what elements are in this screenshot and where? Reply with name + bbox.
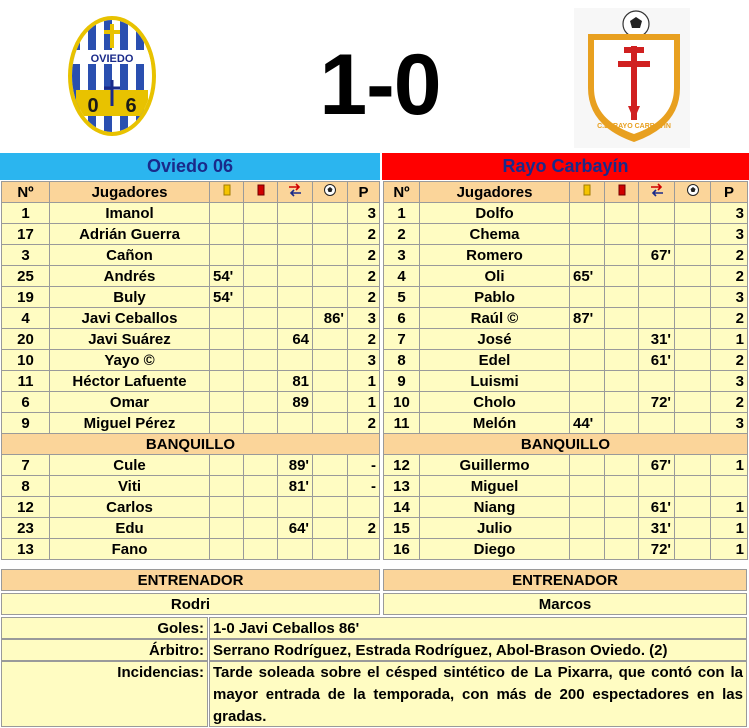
player-row (384, 245, 748, 266)
player-name: Héctor Lafuente (50, 371, 210, 392)
player-number: 10 (2, 350, 50, 371)
yellow-card-minute (570, 455, 605, 476)
yellow-card-minute (570, 371, 605, 392)
substitution-minute: 61' (639, 350, 675, 371)
red-card-minute (244, 497, 278, 518)
yellow-card-minute (570, 224, 605, 245)
player-points: 3 (711, 371, 748, 392)
yellow-card-minute: 65' (570, 266, 605, 287)
home-coach-label: ENTRENADOR (1, 569, 380, 591)
substitution-minute: 67' (639, 245, 675, 266)
player-number: 4 (2, 308, 50, 329)
player-points: 3 (711, 413, 748, 434)
red-card-minute (605, 224, 639, 245)
player-row (384, 476, 748, 497)
player-number: 13 (384, 476, 420, 497)
yellow-card-minute (570, 350, 605, 371)
player-name: Edel (420, 350, 570, 371)
yellow-card-icon (570, 182, 605, 203)
match-score: 1-0 (319, 37, 441, 133)
player-row (384, 392, 748, 413)
player-number: 13 (2, 539, 50, 560)
yellow-card-minute: 54' (210, 287, 244, 308)
red-card-minute (244, 224, 278, 245)
yellow-card-minute (210, 308, 244, 329)
player-name: Omar (50, 392, 210, 413)
player-name: Andrés (50, 266, 210, 287)
referee-label: Árbitro: (1, 639, 208, 661)
red-card-minute (244, 308, 278, 329)
red-card-minute (244, 245, 278, 266)
goal-minute: 86' (313, 308, 348, 329)
yellow-card-minute (210, 203, 244, 224)
goal-minute (313, 224, 348, 245)
red-card-minute (605, 287, 639, 308)
player-points: 3 (711, 203, 748, 224)
player-row (2, 245, 380, 266)
home-team-name: Oviedo 06 (0, 153, 380, 180)
yellow-card-minute: 44' (570, 413, 605, 434)
player-name: Buly (50, 287, 210, 308)
red-card-minute (605, 308, 639, 329)
red-card-minute (244, 203, 278, 224)
substitution-minute (278, 224, 313, 245)
goal-minute (675, 455, 711, 476)
red-card-minute (244, 287, 278, 308)
red-card-minute (605, 350, 639, 371)
player-points: 2 (348, 329, 380, 350)
substitution-minute (639, 413, 675, 434)
player-name: Imanol (50, 203, 210, 224)
away-coach-label: ENTRENADOR (383, 569, 747, 591)
yellow-card-minute (210, 476, 244, 497)
red-card-icon (605, 182, 639, 203)
player-points: 1 (711, 329, 748, 350)
yellow-card-minute (210, 497, 244, 518)
player-number: 20 (2, 329, 50, 350)
substitution-minute (639, 224, 675, 245)
red-card-minute (244, 476, 278, 497)
substitution-minute (639, 266, 675, 287)
crest-away-text: C.D. RAYO CARBAYIN (597, 123, 671, 130)
goal-minute (313, 203, 348, 224)
goal-minute (313, 329, 348, 350)
substitution-minute (639, 308, 675, 329)
substitution-minute: 31' (639, 329, 675, 350)
yellow-card-minute (570, 392, 605, 413)
goal-minute (313, 455, 348, 476)
goal-minute (313, 476, 348, 497)
goal-minute (313, 497, 348, 518)
player-row (384, 266, 748, 287)
player-name: Fano (50, 539, 210, 560)
goal-minute (675, 518, 711, 539)
player-name: Carlos (50, 497, 210, 518)
player-number: 7 (2, 455, 50, 476)
player-row (2, 497, 380, 518)
goal-minute (313, 413, 348, 434)
yellow-card-minute (210, 350, 244, 371)
player-row (384, 350, 748, 371)
player-name: Guillermo (420, 455, 570, 476)
yellow-card-minute: 87' (570, 308, 605, 329)
bench-label: BANQUILLO (2, 434, 380, 455)
player-points: 2 (711, 266, 748, 287)
goal-minute (313, 371, 348, 392)
player-row (2, 392, 380, 413)
player-name: Javi Suárez (50, 329, 210, 350)
player-row (2, 266, 380, 287)
substitution-minute (639, 287, 675, 308)
red-card-minute (244, 392, 278, 413)
player-name: Romero (420, 245, 570, 266)
player-points: 2 (348, 518, 380, 539)
red-card-minute (244, 518, 278, 539)
goal-minute (675, 245, 711, 266)
substitution-minute: 61' (639, 497, 675, 518)
red-card-minute (605, 266, 639, 287)
goal-minute (675, 287, 711, 308)
red-card-minute (605, 539, 639, 560)
player-points: 2 (711, 245, 748, 266)
player-number: 6 (2, 392, 50, 413)
substitution-minute: 81' (278, 476, 313, 497)
substitution-minute (278, 350, 313, 371)
goal-minute (675, 413, 711, 434)
red-card-minute (244, 539, 278, 560)
player-number: 9 (384, 371, 420, 392)
bench-header-row (2, 434, 380, 455)
yellow-card-minute (210, 371, 244, 392)
player-name: Luismi (420, 371, 570, 392)
player-number: 6 (384, 308, 420, 329)
col-points-header: P (348, 182, 380, 203)
player-points: 2 (711, 392, 748, 413)
yellow-card-minute (210, 455, 244, 476)
player-points (711, 476, 748, 497)
substitution-minute (278, 539, 313, 560)
goal-minute (313, 266, 348, 287)
player-number: 23 (2, 518, 50, 539)
goal-minute (675, 350, 711, 371)
substitution-minute (278, 287, 313, 308)
player-number: 11 (384, 413, 420, 434)
player-points: 1 (711, 455, 748, 476)
substitution-minute: 81 (278, 371, 313, 392)
player-points: - (348, 455, 380, 476)
goals-value: 1-0 Javi Ceballos 86' (209, 617, 747, 639)
player-number: 4 (384, 266, 420, 287)
player-points: 2 (711, 308, 748, 329)
player-points: 2 (348, 266, 380, 287)
player-number: 16 (384, 539, 420, 560)
col-number-header: Nº (384, 182, 420, 203)
player-name: Niang (420, 497, 570, 518)
yellow-card-icon (210, 182, 244, 203)
player-row (384, 539, 748, 560)
player-row (384, 224, 748, 245)
bench-header-row (384, 434, 748, 455)
player-points: 3 (711, 224, 748, 245)
player-number: 11 (2, 371, 50, 392)
goal-minute (675, 497, 711, 518)
substitution-minute (639, 371, 675, 392)
yellow-card-minute (570, 497, 605, 518)
player-points: 2 (348, 413, 380, 434)
player-points: - (348, 476, 380, 497)
oviedo-crest-logo (66, 14, 158, 138)
player-number: 1 (384, 203, 420, 224)
player-name: Pablo (420, 287, 570, 308)
yellow-card-minute (210, 539, 244, 560)
red-card-icon (244, 182, 278, 203)
red-card-minute (605, 497, 639, 518)
yellow-card-minute (210, 224, 244, 245)
red-card-minute (244, 350, 278, 371)
rayo-carbayin-crest-logo (574, 8, 690, 148)
crest-left-digit: 0 (87, 95, 99, 117)
player-name: Chema (420, 224, 570, 245)
substitution-minute (639, 203, 675, 224)
away-coach-name: Marcos (383, 593, 747, 615)
player-name: Javi Ceballos (50, 308, 210, 329)
player-name: Cañon (50, 245, 210, 266)
substitution-minute: 89' (278, 455, 313, 476)
yellow-card-minute (210, 245, 244, 266)
red-card-minute (244, 266, 278, 287)
yellow-card-minute (210, 392, 244, 413)
match-header (0, 0, 749, 152)
player-row (2, 371, 380, 392)
player-number: 1 (2, 203, 50, 224)
player-name: Miguel Pérez (50, 413, 210, 434)
substitution-minute (278, 497, 313, 518)
player-points (348, 539, 380, 560)
yellow-card-minute (570, 245, 605, 266)
player-name: Miguel (420, 476, 570, 497)
player-row (2, 413, 380, 434)
player-number: 9 (2, 413, 50, 434)
player-points: 3 (348, 350, 380, 371)
player-number: 25 (2, 266, 50, 287)
player-row (2, 476, 380, 497)
player-name: Yayo © (50, 350, 210, 371)
red-card-minute (605, 203, 639, 224)
substitution-minute: 72' (639, 539, 675, 560)
player-name: José (420, 329, 570, 350)
player-points: 3 (348, 203, 380, 224)
player-number: 7 (384, 329, 420, 350)
player-points: 1 (711, 518, 748, 539)
goal-minute (675, 224, 711, 245)
player-number: 17 (2, 224, 50, 245)
yellow-card-minute (570, 287, 605, 308)
crest-text: OVIEDO (90, 53, 134, 65)
player-points: 3 (348, 308, 380, 329)
soccer-ball-icon (675, 182, 711, 203)
player-row (384, 203, 748, 224)
red-card-minute (605, 518, 639, 539)
substitution-minute (278, 203, 313, 224)
incidents-value: Tarde soleada sobre el césped sintético de La Pixarra, que contó con la mayor entrada de la temporada, con más de 200 espectadores en las gradas. (209, 661, 747, 727)
goal-minute (313, 245, 348, 266)
player-row (2, 287, 380, 308)
red-card-minute (244, 371, 278, 392)
home-lineup-table (1, 181, 380, 560)
yellow-card-minute (210, 329, 244, 350)
player-row (384, 329, 748, 350)
player-points: 2 (348, 287, 380, 308)
yellow-card-minute (570, 203, 605, 224)
player-number: 12 (384, 455, 420, 476)
player-number: 2 (384, 224, 420, 245)
player-row (384, 455, 748, 476)
player-number: 14 (384, 497, 420, 518)
player-row (2, 329, 380, 350)
player-name: Julio (420, 518, 570, 539)
soccer-ball-icon (313, 182, 348, 203)
player-points: 1 (711, 539, 748, 560)
player-points: 3 (711, 287, 748, 308)
yellow-card-minute (570, 476, 605, 497)
player-points: 2 (348, 224, 380, 245)
player-number: 15 (384, 518, 420, 539)
substitution-minute (278, 245, 313, 266)
yellow-card-minute (570, 539, 605, 560)
player-row (384, 413, 748, 434)
col-players-header: Jugadores (420, 182, 570, 203)
yellow-card-minute (570, 329, 605, 350)
goal-minute (675, 371, 711, 392)
player-row (2, 203, 380, 224)
player-number: 5 (384, 287, 420, 308)
incidents-label: Incidencias: (1, 661, 208, 727)
goal-minute (675, 539, 711, 560)
crest-right-digit: 6 (125, 95, 137, 117)
player-name: Raúl © (420, 308, 570, 329)
player-row (2, 518, 380, 539)
player-row (2, 350, 380, 371)
red-card-minute (605, 476, 639, 497)
player-row (384, 497, 748, 518)
red-card-minute (605, 371, 639, 392)
player-row (384, 287, 748, 308)
substitution-minute (278, 413, 313, 434)
goal-minute (675, 266, 711, 287)
player-number: 8 (2, 476, 50, 497)
goal-minute (675, 392, 711, 413)
red-card-minute (244, 413, 278, 434)
player-points: 1 (348, 371, 380, 392)
goal-minute (675, 308, 711, 329)
player-row (2, 539, 380, 560)
substitution-minute: 31' (639, 518, 675, 539)
substitution-minute: 64 (278, 329, 313, 350)
col-players-header: Jugadores (50, 182, 210, 203)
substitution-minute: 64' (278, 518, 313, 539)
substitution-minute: 67' (639, 455, 675, 476)
col-points-header: P (711, 182, 748, 203)
yellow-card-minute: 54' (210, 266, 244, 287)
player-number: 19 (2, 287, 50, 308)
red-card-minute (605, 455, 639, 476)
player-number: 3 (384, 245, 420, 266)
player-points: 2 (348, 245, 380, 266)
substitution-arrows-icon (278, 182, 313, 203)
player-name: Melón (420, 413, 570, 434)
column-header-row (2, 182, 380, 203)
red-card-minute (605, 329, 639, 350)
col-number-header: Nº (2, 182, 50, 203)
substitution-minute: 72' (639, 392, 675, 413)
player-name: Diego (420, 539, 570, 560)
goal-minute (675, 476, 711, 497)
substitution-arrows-icon (639, 182, 675, 203)
player-number: 3 (2, 245, 50, 266)
player-row (2, 224, 380, 245)
player-points (348, 497, 380, 518)
goal-minute (675, 203, 711, 224)
red-card-minute (605, 245, 639, 266)
player-name: Cholo (420, 392, 570, 413)
player-row (2, 308, 380, 329)
column-header-row (384, 182, 748, 203)
player-name: Edu (50, 518, 210, 539)
substitution-minute (278, 308, 313, 329)
substitution-minute: 89 (278, 392, 313, 413)
goal-minute (313, 392, 348, 413)
player-number: 10 (384, 392, 420, 413)
player-points: 1 (711, 497, 748, 518)
player-points: 1 (348, 392, 380, 413)
referee-value: Serrano Rodríguez, Estrada Rodríguez, Abol-Brason Oviedo. (2) (209, 639, 747, 661)
home-coach-name: Rodri (1, 593, 380, 615)
goal-minute (313, 350, 348, 371)
player-row (2, 455, 380, 476)
player-name: Dolfo (420, 203, 570, 224)
goal-minute (313, 539, 348, 560)
player-name: Adrián Guerra (50, 224, 210, 245)
player-name: Oli (420, 266, 570, 287)
red-card-minute (244, 455, 278, 476)
goal-minute (675, 329, 711, 350)
player-number: 12 (2, 497, 50, 518)
player-number: 8 (384, 350, 420, 371)
substitution-minute (278, 266, 313, 287)
bench-label: BANQUILLO (384, 434, 748, 455)
substitution-minute (639, 476, 675, 497)
yellow-card-minute (570, 518, 605, 539)
red-card-minute (605, 392, 639, 413)
away-lineup-table (383, 181, 748, 560)
away-team-name: Rayo Carbayín (382, 153, 749, 180)
yellow-card-minute (210, 413, 244, 434)
player-row (384, 308, 748, 329)
player-row (384, 518, 748, 539)
player-points: 2 (711, 350, 748, 371)
yellow-card-minute (210, 518, 244, 539)
goal-minute (313, 518, 348, 539)
goal-minute (313, 287, 348, 308)
goals-label: Goles: (1, 617, 208, 639)
player-row (384, 371, 748, 392)
player-name: Cule (50, 455, 210, 476)
red-card-minute (244, 329, 278, 350)
red-card-minute (605, 413, 639, 434)
player-name: Viti (50, 476, 210, 497)
